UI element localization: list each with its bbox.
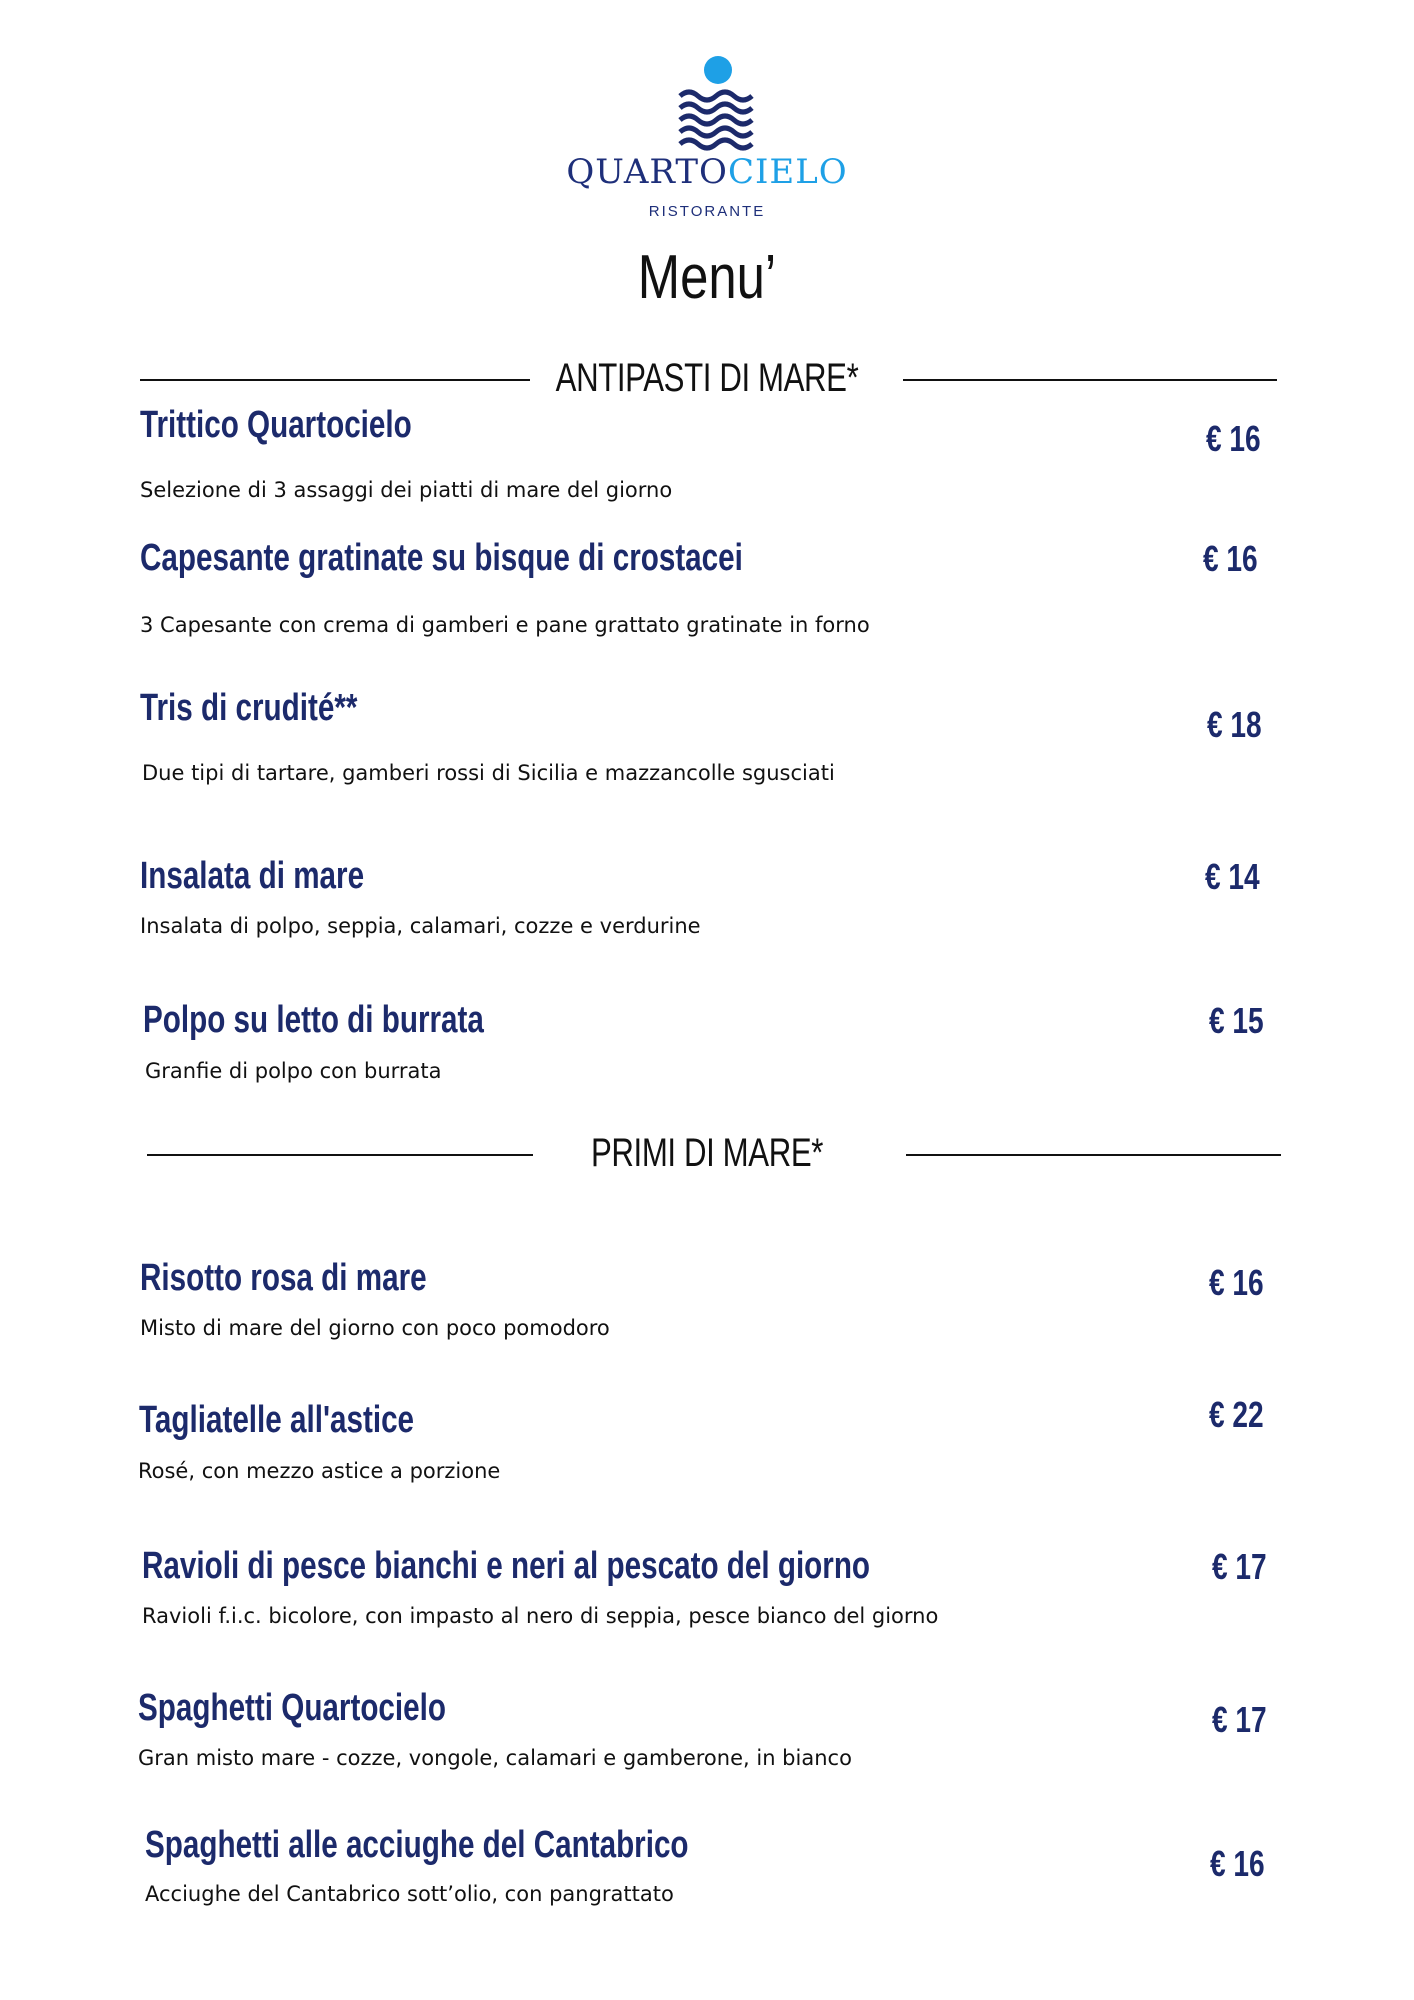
dish-name: Risotto rosa di mare bbox=[140, 1257, 427, 1299]
sun-waves-icon bbox=[678, 52, 758, 152]
dish-price: € 17 bbox=[1212, 1546, 1267, 1587]
dish-description: Acciughe del Cantabrico sott’olio, con pangrattato bbox=[145, 1882, 674, 1906]
restaurant-logo bbox=[560, 48, 860, 228]
brand-name-part2: CIELO bbox=[727, 152, 848, 192]
dish-name: Trittico Quartocielo bbox=[140, 404, 412, 446]
dish-description: 3 Capesante con crema di gamberi e pane grattato gratinate in forno bbox=[140, 613, 870, 637]
dish-price: € 18 bbox=[1207, 704, 1262, 745]
brand-name-part1: QUARTO bbox=[566, 152, 728, 192]
dish-name: Tagliatelle all'astice bbox=[139, 1399, 415, 1441]
section-divider-right bbox=[906, 1154, 1281, 1156]
dish-description: Insalata di polpo, seppia, calamari, cozze e verdurine bbox=[140, 914, 701, 938]
dish-name: Spaghetti alle acciughe del Cantabrico bbox=[145, 1824, 689, 1866]
dish-price: € 14 bbox=[1205, 856, 1260, 897]
section-title: ANTIPASTI DI MARE* bbox=[555, 356, 859, 400]
dish-name: Tris di crudité** bbox=[140, 687, 358, 729]
dish-name: Insalata di mare bbox=[140, 855, 365, 897]
dish-description: Due tipi di tartare, gamberi rossi di Sicilia e mazzancolle sgusciati bbox=[142, 761, 835, 785]
dish-price: € 15 bbox=[1209, 1000, 1264, 1041]
brand-subtitle: RISTORANTE bbox=[648, 203, 766, 220]
dish-price: € 22 bbox=[1209, 1394, 1264, 1435]
dish-description: Granfie di polpo con burrata bbox=[145, 1059, 442, 1083]
dish-price: € 16 bbox=[1203, 538, 1258, 579]
dish-name: Capesante gratinate su bisque di crostacei bbox=[140, 537, 743, 579]
section-antipasti-header bbox=[0, 350, 1414, 410]
dish-price: € 16 bbox=[1209, 1262, 1264, 1303]
dish-description: Misto di mare del giorno con poco pomodoro bbox=[140, 1316, 610, 1340]
menu-title: Menu’ bbox=[637, 243, 777, 312]
dish-price: € 16 bbox=[1210, 1843, 1265, 1884]
dish-name: Polpo su letto di burrata bbox=[143, 999, 484, 1041]
dish-description: Gran misto mare - cozze, vongole, calamari e gamberone, in bianco bbox=[138, 1746, 852, 1770]
dish-price: € 16 bbox=[1206, 418, 1261, 459]
section-title: PRIMI DI MARE* bbox=[590, 1131, 824, 1175]
dish-name: Ravioli di pesce bianchi e neri al pescato del giorno bbox=[142, 1545, 871, 1587]
dish-description: Ravioli f.i.c. bicolore, con impasto al nero di seppia, pesce bianco del giorno bbox=[142, 1604, 939, 1628]
dish-description: Selezione di 3 assaggi dei piatti di mare del giorno bbox=[140, 478, 673, 502]
dish-description: Rosé, con mezzo astice a porzione bbox=[138, 1459, 501, 1483]
dish-price: € 17 bbox=[1212, 1699, 1267, 1740]
brand-name bbox=[0, 152, 1414, 192]
dish-name: Spaghetti Quartocielo bbox=[138, 1687, 446, 1729]
section-primi-header bbox=[0, 1125, 1414, 1185]
section-divider-right bbox=[903, 379, 1277, 381]
